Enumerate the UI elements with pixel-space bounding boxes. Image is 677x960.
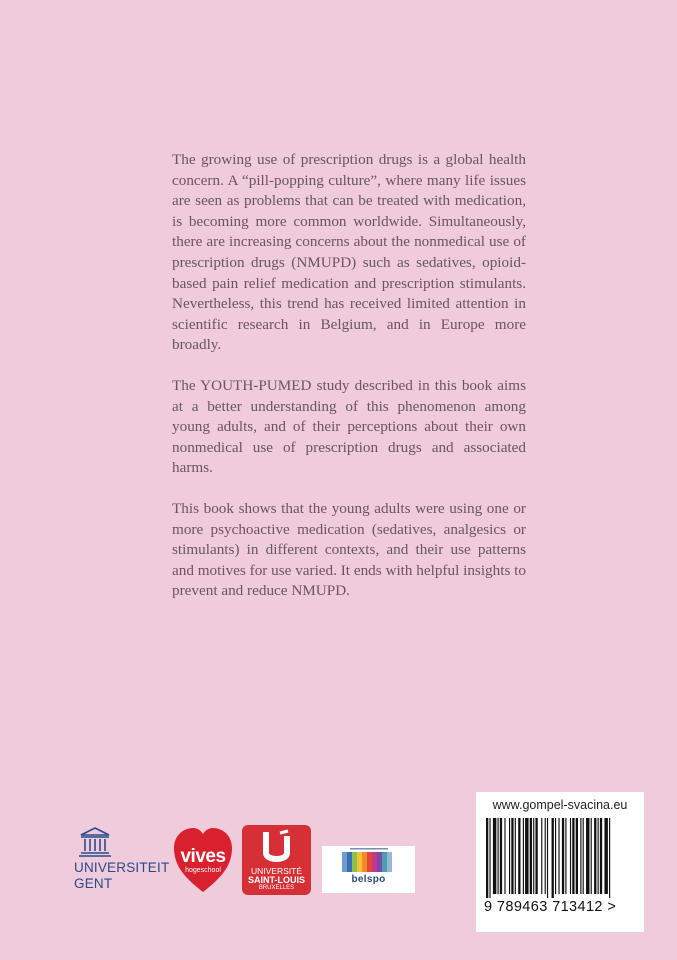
barcode-bar [533, 818, 534, 894]
barcode-bar [609, 818, 610, 898]
barcode-bar [525, 818, 528, 894]
vives-logo [173, 826, 233, 894]
barcode-bar [500, 818, 502, 894]
usl-line-1: UNIVERSITÉ [250, 866, 302, 876]
usl-line-2: SAINT-LOUIS [247, 875, 305, 885]
barcode-bar [572, 818, 574, 894]
barcode-bar [523, 818, 524, 894]
barcode-bar [504, 818, 505, 894]
barcode-bar [558, 818, 559, 894]
ugent-line-2: GENT [74, 876, 113, 891]
barcode-bar [493, 818, 496, 894]
barcode-bar [535, 818, 537, 894]
barcode-bar [600, 818, 602, 894]
ugent-logo-text [74, 860, 170, 892]
ugent-logo [74, 826, 170, 896]
barcode-bar [486, 818, 488, 898]
barcode-bar [586, 818, 589, 894]
vives-word: vives [180, 846, 226, 867]
barcode-bar [604, 818, 607, 894]
blurb-paragraph-3: This book shows that the young adults were using one or more psychoactive medication (sedatives, analgesics or stimulants) in different contexts, and their use patterns and motives for use varied. It ends with helpful insights to prevent and reduce NMUPD. [172, 499, 526, 600]
barcode-bar [515, 818, 516, 894]
barcode-bar [580, 818, 581, 894]
isbn-barcode [486, 818, 638, 898]
barcode-bar [541, 818, 542, 894]
barcode-bar [562, 818, 564, 894]
barcode-bar [530, 818, 532, 894]
barcode-bar [552, 818, 554, 898]
isbn-number: 9 789463 713412 > [484, 899, 617, 915]
barcode-bar [583, 818, 584, 894]
barcode-bar [576, 818, 578, 894]
usl-logo [242, 825, 311, 895]
barcode-bar [518, 818, 520, 894]
usl-line-3: BRUXELLES [258, 885, 295, 891]
barcode-bar [555, 818, 556, 894]
belspo-color-stripes-icon [322, 846, 415, 874]
ugent-line-1: UNIVERSITEIT [74, 860, 170, 875]
barcode-bar [498, 818, 499, 894]
barcode-bar [591, 818, 592, 894]
barcode-bar [594, 818, 596, 894]
barcode-bar [565, 818, 566, 894]
barcode-bar [511, 818, 513, 894]
barcode-panel [476, 792, 644, 932]
publisher-url: www.gompel-svacina.eu [492, 798, 628, 812]
barcode-bar [570, 818, 571, 894]
vives-subtitle: hogeschool [185, 867, 221, 874]
belspo-word: belspo [351, 874, 386, 885]
blurb-paragraph-2: The YOUTH-PUMED study described in this book aims at a better understanding of this phenomenon among young adults, and of their perceptions about their own nonmedical use of prescription drugs and associated harms. [172, 376, 526, 477]
belspo-logo [322, 846, 415, 893]
blurb-paragraph-1: The growing use of prescription drugs is a global health concern. A “pill-popping culture”, where many life issues are seen as problems that can be treated with medication, is becoming more common worldwide. Simultaneously, there are increasing concerns about the nonmedical use of prescription drugs (NMUPD) such as sedatives, opioid-based pain relief medication and prescription stimulants. Nevertheless, this trend has received limited attention in scientific research in Belgium, and in Europe more broadly. [172, 151, 526, 354]
barcode-bar [598, 818, 599, 894]
barcode-bar [489, 818, 490, 898]
back-cover-blurb [172, 150, 526, 622]
barcode-bar [509, 818, 510, 894]
barcode-bar [545, 818, 546, 894]
barcode-bar [547, 818, 548, 898]
usl-u-mark-icon [242, 829, 311, 869]
university-building-icon [78, 826, 112, 858]
